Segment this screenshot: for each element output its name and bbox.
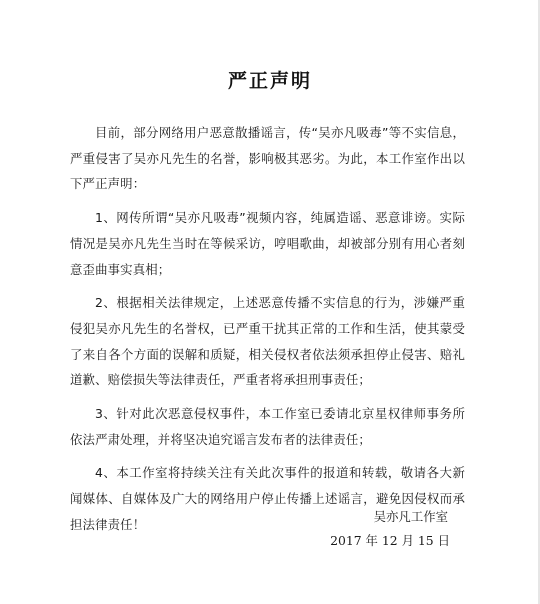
document-title: 严正声明 xyxy=(227,70,312,92)
signature-block xyxy=(290,505,450,553)
intro-paragraph: 目前，部分网络用户恶意散播谣言，传“吴亦凡吸毒”等不实信息，严重侵害了吴亦凡先生的名誉，影响极其恶劣。为此，本工作室作出以下严正声明： xyxy=(70,125,465,192)
issuer-name: 吴亦凡工作室 xyxy=(373,509,448,524)
statement-body xyxy=(70,120,465,546)
statement-item-4: 4、本工作室将持续关注有关此次事件的报道和转载，敬请各大新闻媒体、自媒体及广大的网络用户停止传播上述谣言，避免因侵权而承担法律责任！ xyxy=(70,465,465,532)
statement-item-3: 3、针对此次恶意侵权事件，本工作室已委请北京星权律师事务所依法严肃处理，并将坚决追究谣言发布者的法律责任； xyxy=(70,406,465,447)
statement-item-1: 1、网传所谓“吴亦凡吸毒”视频内容，纯属造谣、恶意诽谤。实际情况是吴亦凡先生当时在等候采访，哼唱歌曲，却被部分别有用心者刻意歪曲事实真相； xyxy=(70,210,465,277)
statement-item-2: 2、根据相关法律规定，上述恶意传播不实信息的行为，涉嫌严重侵犯吴亦凡先生的名誉权，已严重干扰其正常的工作和生活，使其蒙受了来自各个方面的误解和质疑，相关侵权者依法须承担停止侵害、赔礼道歉、赔偿损失等法律责任，严重者将承担刑事责任； xyxy=(70,295,465,388)
issue-date: 2017 年 12 月 15 日 xyxy=(330,533,450,548)
